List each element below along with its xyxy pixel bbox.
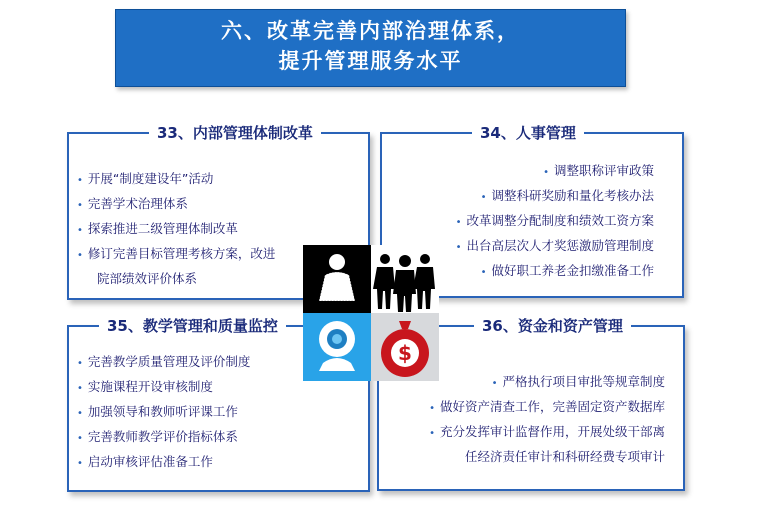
bullet-icon: • [77, 225, 83, 236]
title-line-2: 提升管理服务水平 [278, 49, 463, 73]
title-line-1: 六、改革完善内部治理体系， [221, 19, 520, 43]
list-item-continuation: 任经济责任审计和科研经费专项审计 [464, 449, 665, 464]
bullet-icon: • [429, 403, 435, 414]
list-item-continuation: 院部绩效评价体系 [97, 271, 198, 286]
item-list [429, 369, 665, 469]
money-bag-icon [371, 313, 439, 381]
list-item: • 加强领导和教师听评课工作 [77, 404, 238, 419]
list-item: • 启动审核评估准备工作 [77, 454, 213, 469]
bullet-icon: • [77, 458, 83, 469]
list-item: • 完善教师教学评价指标体系 [77, 429, 238, 444]
list-item: • 改革调整分配制度和绩效工资方案 [455, 213, 654, 228]
panel-heading: 33、内部管理体制改革 [149, 122, 321, 143]
item-list [77, 349, 250, 474]
list-item: • 探索推进二级管理体制改革 [77, 221, 238, 236]
panel-heading: 35、教学管理和质量监控 [99, 315, 286, 336]
panel-heading: 36、资金和资产管理 [474, 315, 631, 336]
list-item: • 严格执行项目审批等规章制度 [491, 374, 665, 389]
list-item: • 实施课程开设审核制度 [77, 379, 213, 394]
list-item: • 完善教学质量管理及评价制度 [77, 354, 251, 369]
list-item: • 充分发挥审计监督作用，开展处级干部离 [429, 424, 665, 439]
bullet-icon: • [77, 383, 83, 394]
list-item: • 开展“制度建设年”活动 [77, 171, 214, 186]
bullet-icon: • [480, 267, 487, 278]
bullet-icon: • [480, 192, 487, 203]
webcam-icon [303, 313, 371, 381]
bullet-icon: • [77, 250, 83, 261]
bullet-icon: • [455, 242, 462, 253]
group-icon [371, 245, 439, 313]
list-item: • 调整职称评审政策 [543, 163, 654, 178]
panel-heading: 34、人事管理 [472, 122, 584, 143]
list-item: • 修订完善目标管理考核方案，改进 [77, 246, 276, 261]
list-item: • 完善学术治理体系 [77, 196, 188, 211]
list-item: • 调整科研奖励和量化考核办法 [480, 188, 654, 203]
bullet-icon: • [429, 428, 435, 439]
title-box [115, 9, 626, 87]
list-item: • 出台高层次人才奖惩激励管理制度 [455, 238, 654, 253]
bullet-icon: • [77, 175, 83, 186]
bullet-icon: • [543, 167, 549, 178]
dollar-symbol: $ [398, 341, 412, 365]
list-item: • 做好资产清查工作，完善固定资产数据库 [429, 399, 665, 414]
bullet-icon: • [77, 358, 83, 369]
item-list [456, 158, 654, 283]
list-item: • 做好职工养老金扣缴准备工作 [480, 263, 654, 278]
bullet-icon: • [77, 408, 83, 419]
item-list [77, 166, 275, 291]
bullet-icon: • [491, 378, 498, 389]
person-icon [303, 245, 371, 313]
bullet-icon: • [455, 217, 462, 228]
bullet-icon: • [77, 200, 83, 211]
bullet-icon: • [77, 433, 83, 444]
